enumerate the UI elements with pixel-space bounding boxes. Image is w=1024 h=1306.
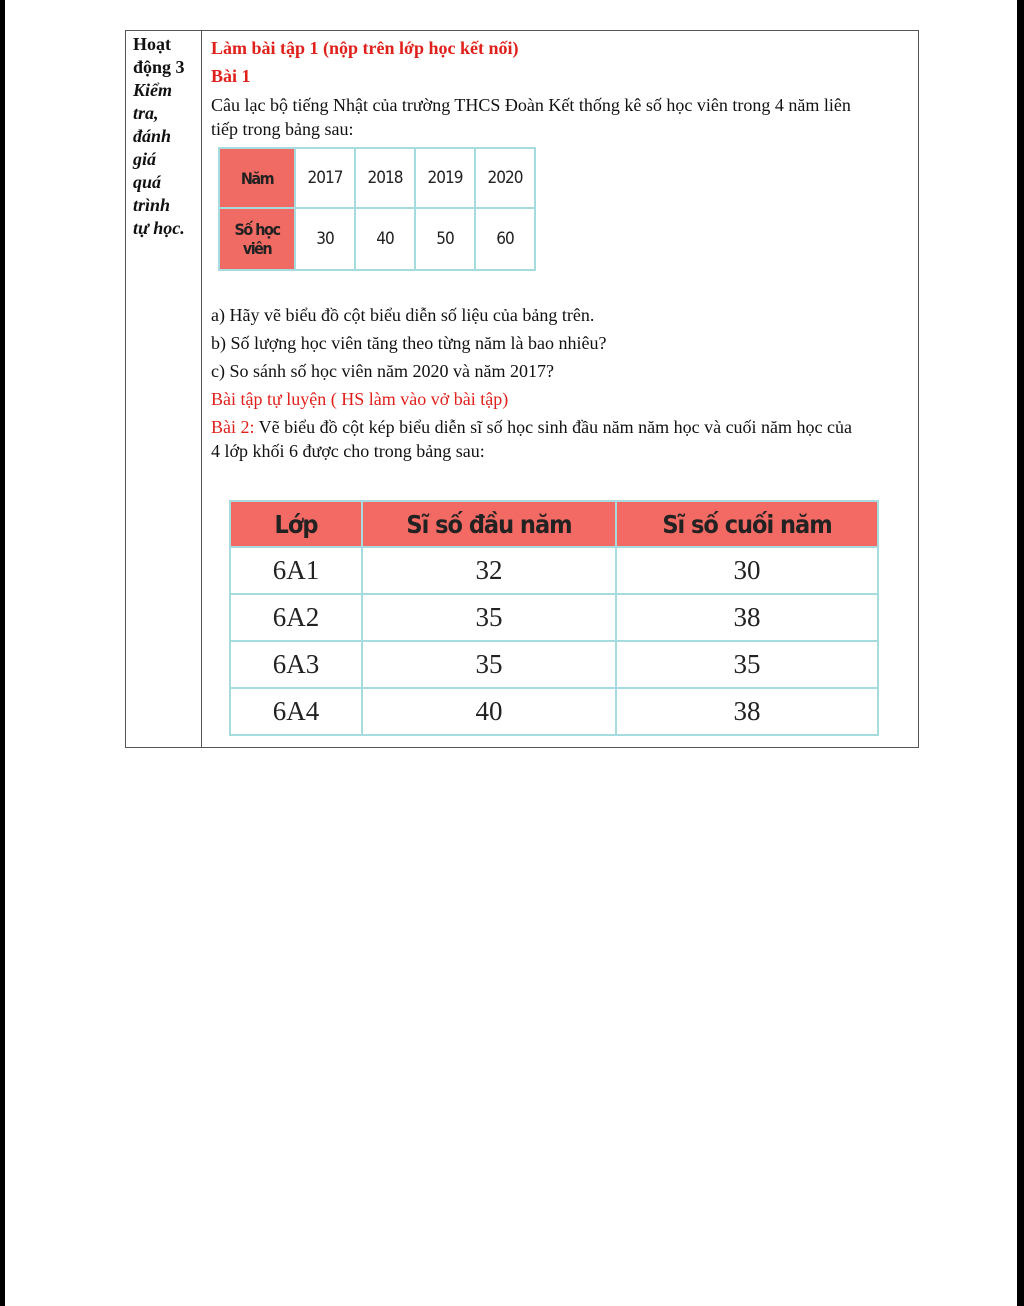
activity-subtitle-line-4: giá xyxy=(133,149,157,169)
bai2-label: Bài 2: xyxy=(211,417,255,437)
assignment-heading: Làm bài tập 1 (nộp trên lớp học kết nối) xyxy=(211,38,519,58)
activity-subtitle-line-5: quá xyxy=(133,172,162,192)
bai2-text-line-2: 4 lớp khối 6 được cho trong bảng sau: xyxy=(211,441,485,461)
question-c: c) So sánh số học viên năm 2020 và năm 2017? xyxy=(211,361,554,381)
students-cell: 40 xyxy=(355,208,415,270)
class-cell: 6A1 xyxy=(230,547,362,594)
year-cell: 2018 xyxy=(355,148,415,208)
activity-title-line-1: Hoạt xyxy=(133,34,171,54)
activity-subtitle-line-2: tra, xyxy=(133,103,159,123)
class-size-table xyxy=(229,500,879,736)
students-cell: 60 xyxy=(475,208,535,270)
year-cell: 2019 xyxy=(415,148,475,208)
table-row xyxy=(230,641,878,688)
year-cell: 2020 xyxy=(475,148,535,208)
bai2-line-1 xyxy=(211,416,852,439)
end-count-cell: 35 xyxy=(616,641,878,688)
bai1-label: Bài 1 xyxy=(211,66,251,86)
end-year-header: Sĩ số cuối năm xyxy=(616,501,878,547)
students-by-year-table xyxy=(218,147,536,271)
activity-subtitle-line-6: trình xyxy=(133,195,171,215)
start-count-cell: 40 xyxy=(362,688,616,735)
bai1-intro-line-2: tiếp trong bảng sau: xyxy=(211,119,354,139)
class-cell: 6A4 xyxy=(230,688,362,735)
end-count-cell: 38 xyxy=(616,688,878,735)
year-header-cell: Năm xyxy=(219,148,295,208)
end-count-cell: 30 xyxy=(616,547,878,594)
start-count-cell: 35 xyxy=(362,594,616,641)
year-row xyxy=(219,148,535,208)
table-row xyxy=(230,688,878,735)
question-b: b) Số lượng học viên tăng theo từng năm là bao nhiêu? xyxy=(211,333,607,353)
class-size-header-row xyxy=(230,501,878,547)
practice-heading: Bài tập tự luyện ( HS làm vào vở bài tập) xyxy=(211,389,509,409)
start-count-cell: 32 xyxy=(362,547,616,594)
students-row xyxy=(219,208,535,270)
activity-subtitle-line-7: tự học. xyxy=(133,218,185,238)
end-count-cell: 38 xyxy=(616,594,878,641)
students-header-cell: Số học viên xyxy=(219,208,295,270)
students-cell: 50 xyxy=(415,208,475,270)
document-page xyxy=(5,0,1017,1306)
start-count-cell: 35 xyxy=(362,641,616,688)
bai1-intro-line-1: Câu lạc bộ tiếng Nhật của trường THCS Đoàn Kết thống kê số học viên trong 4 năm liên xyxy=(211,95,851,115)
table-row xyxy=(230,594,878,641)
activity-subtitle-line-3: đánh xyxy=(133,126,172,146)
bai2-text-line-1: Vẽ biểu đồ cột kép biểu diễn sĩ số học sinh đầu năm năm học và cuối năm học của xyxy=(254,417,853,437)
activity-label-column xyxy=(133,33,199,240)
activity-subtitle-line-1: Kiểm xyxy=(133,80,172,100)
activity-title-line-2: động 3 xyxy=(133,57,185,77)
class-cell: 6A3 xyxy=(230,641,362,688)
question-a: a) Hãy vẽ biểu đồ cột biểu diễn số liệu của bảng trên. xyxy=(211,305,595,325)
table-row xyxy=(230,547,878,594)
students-cell: 30 xyxy=(295,208,355,270)
class-cell: 6A2 xyxy=(230,594,362,641)
column-divider xyxy=(201,31,202,747)
activity-table xyxy=(125,30,919,748)
start-year-header: Sĩ số đầu năm xyxy=(362,501,616,547)
class-header: Lớp xyxy=(230,501,362,547)
year-cell: 2017 xyxy=(295,148,355,208)
